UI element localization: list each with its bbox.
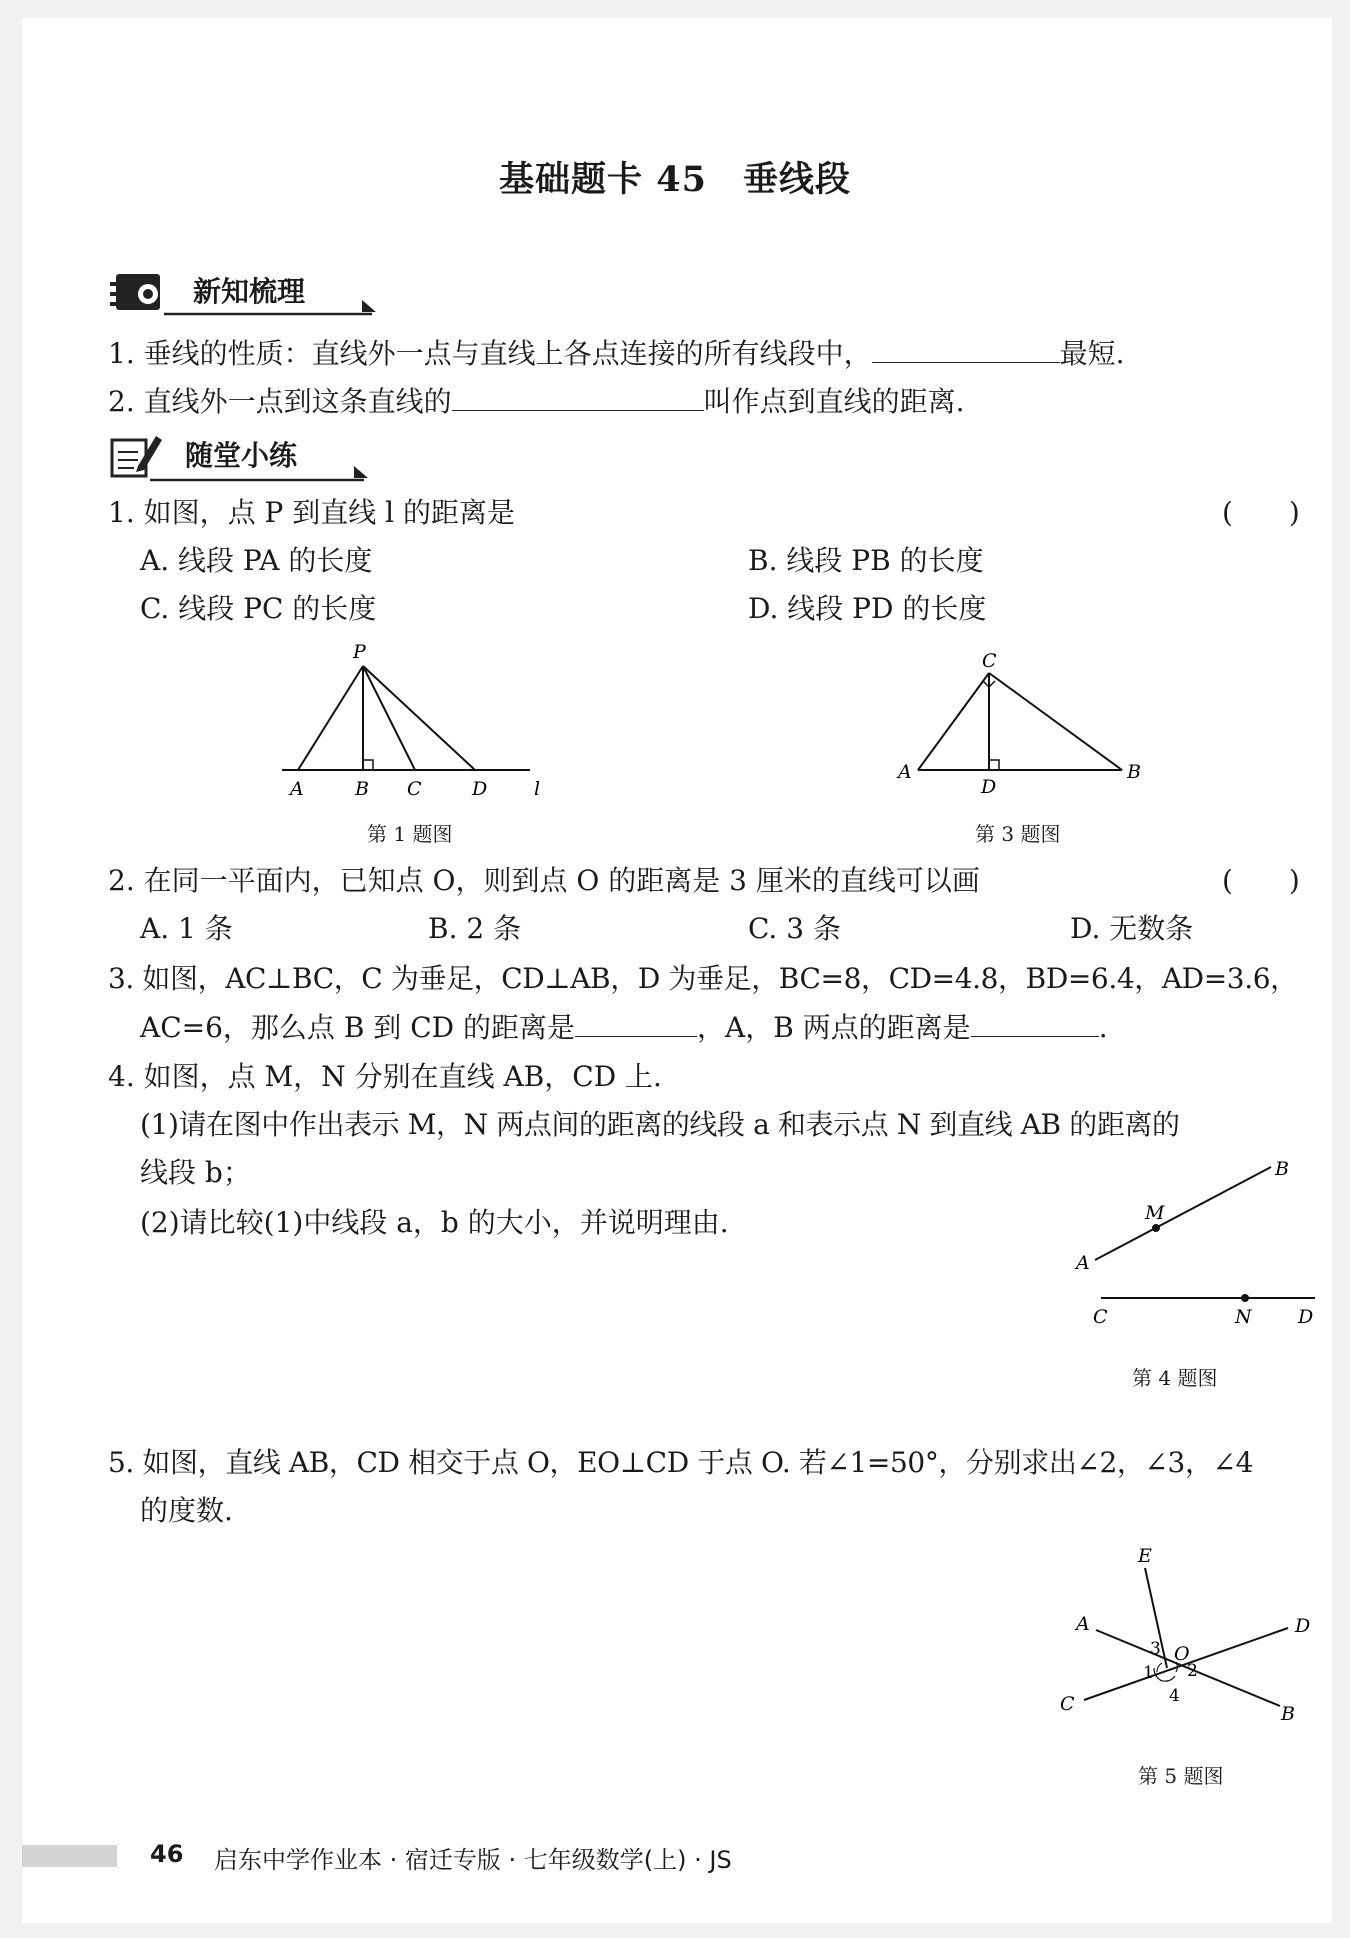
q4-sub2: (2)请比较(1)中线段 a，b 的大小，并说明理由. <box>140 1206 729 1239</box>
fig3-label-b: B <box>1127 761 1141 783</box>
fig5-angle-3: 3 <box>1150 1639 1161 1659</box>
q2-stem: 2. 在同一平面内，已知点 O，则到点 O 的距离是 3 厘米的直线可以画 <box>108 864 980 897</box>
q2-option-a[interactable]: A. 1 条 <box>140 912 233 945</box>
fig4-caption: 第 4 题图 <box>1132 1366 1218 1390</box>
q2-answer-bracket[interactable]: ( ) <box>1222 864 1300 897</box>
figure-1 <box>270 640 560 800</box>
fig4-label-c: C <box>1093 1306 1108 1328</box>
page-title: 基础题卡 45 垂线段 <box>499 159 851 200</box>
fig5-label-b: B <box>1281 1703 1295 1725</box>
q4-sub1-line-1: (1)请在图中作出表示 M，N 两点间的距离的线段 a 和表示点 N 到直线 AB 的距离的 <box>140 1108 1180 1141</box>
fig4-label-a: A <box>1076 1252 1090 1274</box>
fig5-angle-1: 1 <box>1143 1663 1154 1683</box>
q3-line-1: 3. 如图，AC⊥BC，C 为垂足，CD⊥AB，D 为垂足，BC=8，CD=4.8，BD=6.4，AD=3.6， <box>108 962 1298 995</box>
q4-sub1-line-2: 线段 b； <box>140 1156 251 1189</box>
figure-3-diagram <box>890 645 1150 800</box>
q1-stem: 1. 如图，点 P 到直线 l 的距离是 <box>108 496 516 529</box>
fig1-label-l: l <box>534 778 541 800</box>
fig3-caption: 第 3 题图 <box>975 822 1061 846</box>
fig5-angle-2: 2 <box>1187 1661 1198 1681</box>
fig3-label-a: A <box>898 761 912 783</box>
q1-option-b[interactable]: B. 线段 PB 的长度 <box>748 544 984 577</box>
fig5-label-o: O <box>1174 1643 1190 1665</box>
section1-title: 新知梳理 <box>193 275 306 308</box>
s1-item-1-tail: 最短. <box>1059 337 1125 370</box>
q3-line-2 <box>140 1010 1108 1045</box>
q3-text-b: ，A，B 两点的距离是 <box>696 1011 971 1044</box>
footer-bar <box>22 1845 117 1867</box>
q1-option-d[interactable]: D. 线段 PD 的长度 <box>748 592 987 625</box>
q1-answer-bracket[interactable]: ( ) <box>1222 496 1300 529</box>
fig1-label-p: P <box>353 641 366 663</box>
answer-blank[interactable] <box>872 336 1060 363</box>
q2-option-c[interactable]: C. 3 条 <box>748 912 841 945</box>
q3-text-c: . <box>1098 1011 1108 1044</box>
q1-option-c[interactable]: C. 线段 PC 的长度 <box>140 592 377 625</box>
fig5-caption: 第 5 题图 <box>1138 1764 1224 1788</box>
figure-5 <box>1050 1540 1325 1730</box>
book-title: 启东中学作业本 · 宿迁专版 · 七年级数学(上) · JS <box>214 1846 732 1874</box>
s1-item-1-text: 1. 垂线的性质：直线外一点与直线上各点连接的所有线段中， <box>108 337 872 370</box>
figure-4 <box>1065 1150 1325 1340</box>
q5-line-2: 的度数. <box>140 1494 233 1527</box>
fig5-label-a: A <box>1076 1613 1090 1635</box>
s1-item-1 <box>108 336 1125 371</box>
s1-item-2-tail: 叫作点到直线的距离. <box>703 385 965 418</box>
fig4-label-d: D <box>1298 1306 1314 1328</box>
fig1-caption: 第 1 题图 <box>367 822 453 846</box>
figure-4-diagram <box>1065 1150 1325 1340</box>
fig5-angle-4: 4 <box>1169 1686 1180 1706</box>
s1-item-2 <box>108 384 965 419</box>
q1-option-a[interactable]: A. 线段 PA 的长度 <box>140 544 373 577</box>
fig1-label-d: D <box>472 778 488 800</box>
q5-line-1: 5. 如图，直线 AB，CD 相交于点 O，EO⊥CD 于点 O. 若∠1=50°，分别求出∠2，∠3，∠4 <box>108 1446 1254 1479</box>
figure-5-diagram <box>1050 1540 1325 1730</box>
s1-item-2-text: 2. 直线外一点到这条直线的 <box>108 385 452 418</box>
page-number: 46 <box>150 1840 184 1868</box>
section2-title: 随堂小练 <box>185 439 298 472</box>
fig3-label-d: D <box>981 776 997 798</box>
fig1-label-b: B <box>355 778 369 800</box>
answer-blank[interactable] <box>971 1010 1099 1037</box>
figure-1-diagram <box>270 640 560 800</box>
fig4-label-b: B <box>1275 1158 1289 1180</box>
fig4-label-n: N <box>1235 1306 1252 1328</box>
q2-option-b[interactable]: B. 2 条 <box>428 912 522 945</box>
q2-option-d[interactable]: D. 无数条 <box>1070 912 1194 945</box>
answer-blank[interactable] <box>452 384 704 411</box>
figure-3 <box>890 645 1150 800</box>
answer-blank[interactable] <box>575 1010 697 1037</box>
q3-text-a: AC=6，那么点 B 到 CD 的距离是 <box>140 1011 575 1044</box>
q4-stem: 4. 如图，点 M，N 分别在直线 AB，CD 上. <box>108 1060 662 1093</box>
fig3-label-c: C <box>982 650 997 672</box>
fig5-label-c: C <box>1060 1693 1075 1715</box>
fig4-label-m: M <box>1145 1202 1165 1224</box>
fig1-label-c: C <box>407 778 422 800</box>
fig5-label-e: E <box>1138 1545 1152 1567</box>
fig5-label-d: D <box>1295 1615 1311 1637</box>
fig1-label-a: A <box>290 778 304 800</box>
